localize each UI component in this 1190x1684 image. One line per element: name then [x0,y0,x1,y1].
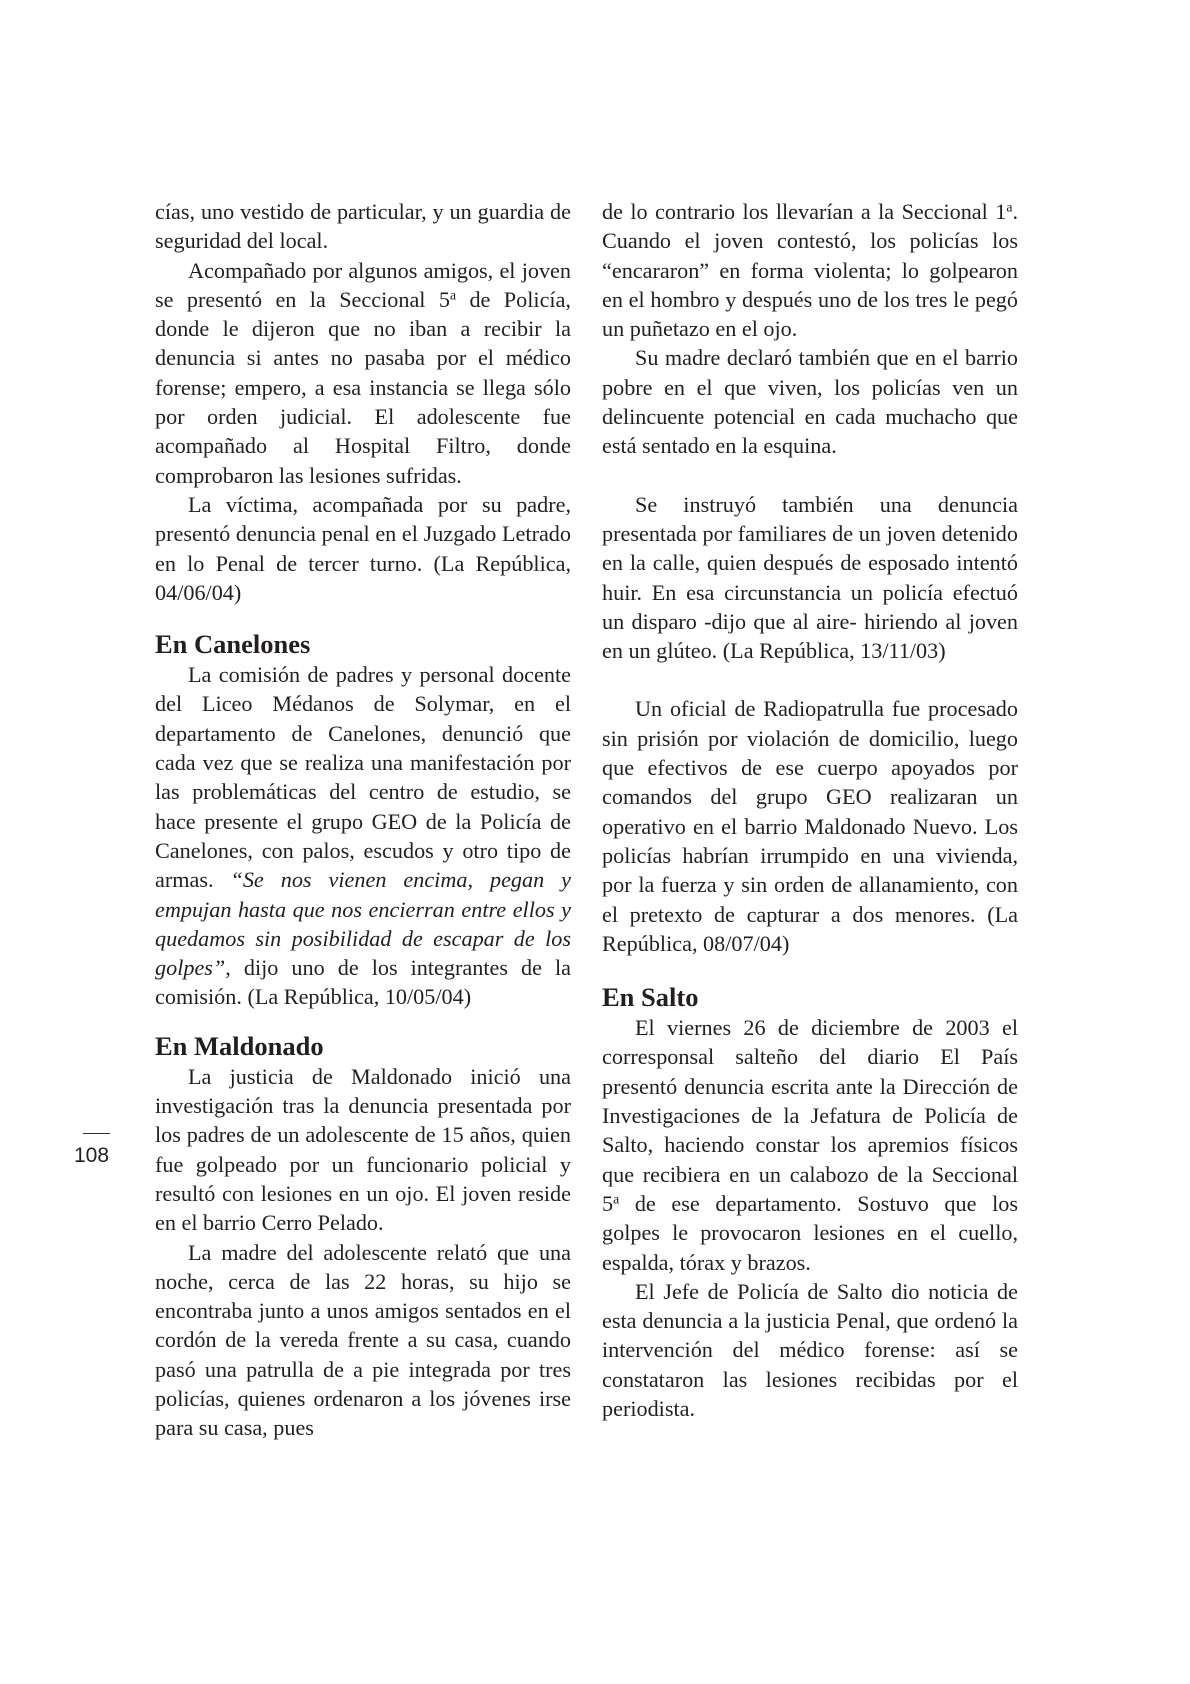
paragraph-text: de ese departamento. Sostuvo que los golpes le provocaron lesiones en el cuello, espalda, tórax y brazos. [602,1190,1018,1275]
left-column [155,197,571,1443]
paragraph: Un oficial de Radiopatrulla fue procesado sin prisión por violación de domicilio, luego que efectivos de ese cuerpo apoyados por comandos del grupo GEO realizaran un operativo en el barrio Maldonado Nuevo. Los policías habrían irrumpido en una vivienda, por la fuerza y sin orden de allanamiento, con el pretexto de capturar a dos menores. (La República, 08/07/04) [602,696,1018,956]
paragraph [602,197,1018,343]
paragraph: La víctima, acompañada por su padre, presentó denuncia penal en el Juzgado Letrado en lo Penal de tercer turno. (La República, 04/06/04) [155,491,571,605]
paragraph: La justicia de Maldonado inició una investigación tras la denuncia presentada por los padres de un adolescente de 15 años, quien fue golpeado por un funcionario policial y resultó con lesiones en un ojo. El joven reside en el barrio Cerro Pelado. [155,1063,571,1236]
paragraph [155,660,571,1012]
paragraph: Se instruyó también una denuncia presentada por familiares de un joven detenido en la calle, quien después de esposado intentó huir. En esa circunstancia un policía efectuó un disparo -dijo que al aire- hiriendo al joven en un glúteo. (La República, 13/11/03) [602,491,1018,664]
paragraph: La madre del adolescente relató que una noche, cerca de las 22 horas, su hijo se encontraba junto a unos amigos sentados en el cordón de la vereda frente a su casa, cuando pasó una patrulla de a pie integrada por tres policías, quienes ordenaron a los jóvenes irse para su casa, pues [155,1239,571,1441]
ordinal-superscript: a [449,287,457,303]
paragraph [155,256,571,490]
ordinal-superscript: a [613,1191,620,1207]
paragraph-text: La comisión de padres y personal docente del Liceo Médanos de Solymar, en el departamento de Canelones, denunció que cada vez que se realiza una manifestación por las problemáticas del centro de estudio, se hace presente el grupo GEO de la Policía de Canelones, con palos, escudos y otro tipo de armas. [155,662,571,893]
quote-italic: “Se nos vienen encima, pegan y empujan hasta que nos encierran entre ellos y quedamos sin posibilidad de escapar de los golpes” [155,867,572,981]
paragraph-text: Acompañado por algunos amigos, el joven se presentó en la Seccional 5 [155,257,571,312]
section-heading-canelones: En Canelones [155,629,311,660]
paragraph-text: , dijo uno de los integrantes de la comisión. (La República, 10/05/04) [155,955,571,1010]
paragraph-text: . Cuando el joven contestó, los policías los “encararon” en forma violenta; lo golpearon en el hombro y después uno de los tres le pegó un puñetazo en el ojo. [602,199,1018,342]
folio-rule [83,1133,110,1134]
paragraph: Su madre declaró también que en el barrio pobre en el que viven, los policías ven un delincuente potencial en cada muchacho que está sentado en la esquina. [602,345,1018,459]
page-number: 108 [74,1144,110,1167]
paragraph: El Jefe de Policía de Salto dio noticia de esta denuncia a la justicia Penal, que ordenó la intervención del médico forense: así se constataron las lesiones recibidas por el periodista. [602,1278,1018,1421]
paragraph [602,1013,1018,1277]
section-heading-maldonado: En Maldonado [155,1030,324,1061]
right-column [602,197,1018,1423]
paragraph-text: de Policía, donde le dijeron que no iban a recibir la denuncia si antes no pasaba por el médico forense; empero, a esa instancia se llega sólo por orden judicial. El adolescente fue acompañado al Hospital Filtro, donde comprobaron las lesiones sufridas. [155,286,571,488]
paragraph-text: de lo contrario los llevarían a la Seccional 1 [602,199,1007,224]
section-heading-salto: En Salto [602,982,699,1013]
ordinal-superscript: a [1006,199,1013,215]
paragraph: cías, uno vestido de particular, y un guardia de seguridad del local. [155,199,571,254]
paragraph-text: El viernes 26 de diciembre de 2003 el corresponsal salteño del diario El País presentó denuncia escrita ante la Dirección de Investigaciones de la Jefatura de Policía de Salto, haciendo constar los apremios físicos que recibiera en un calabozo de la Seccional 5 [602,1015,1018,1216]
